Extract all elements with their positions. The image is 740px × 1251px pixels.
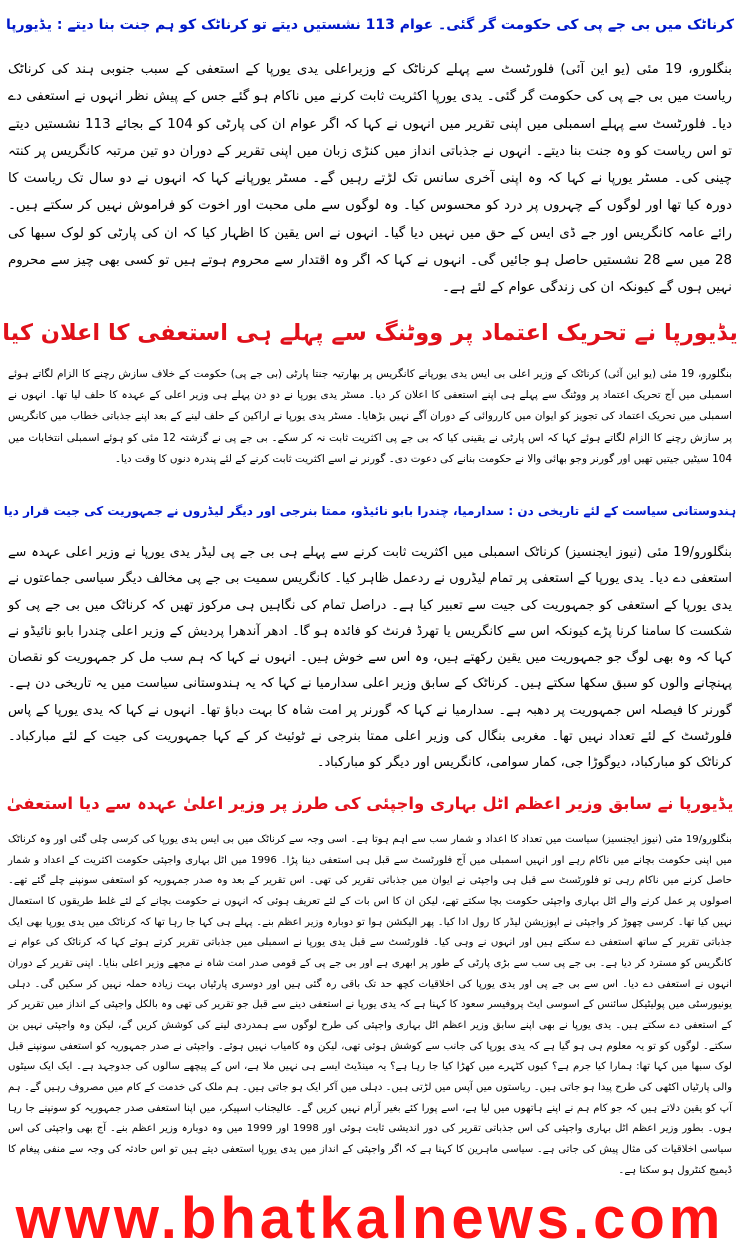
headline-3: ہندوستانی سیاست کے لئے تاریخی دن : سدارمیا، چندرا بابو نائیڈو، ممتا بنرجی اور دیگر لیڈروں نے جمہوریت کی جیت قرار دیا	[3, 504, 737, 518]
article-3-body: بنگلورو/19 مئی (نیوز ایجنسیز) کرناٹک اسمبلی میں اکثریت ثابت کرنے سے پہلے ہی بی جے پی لیڈر یدی یورپا نے وزیر اعلی عہدہ سے استعفی دے دیا۔ یدی یورپا کے استعفی پر تمام لیڈروں نے ردعمل ظاہر کیا۔ کانگریس سمیت بی جے پی مخالف دیگر سیاسی جماعتوں نے یدی یورپا کے استعفی کو جمہوریت کی جیت سے تعبیر کیا ہے۔ دراصل تمام کی نگاہیں ہی مرکوز تھیں کہ کرناٹک میں بی جے پی کو شکست کا سامنا کرنا پڑے کیونکہ اس سے کانگریس یا تھرڈ فرنٹ کو فائدہ ہو گا۔ ادھر آندھرا پردیش کے وزیر اعلی چندرا بابو نائیڈو نے کہا کہ وہ بھی لوگ جو جمہوریت میں یقین رکھتے ہیں، وہ اس سے خوش ہیں۔ انہوں نے کہا کہ ہم سب مل کر جمہوریت کو نقصان پہنچانے والوں کو سبق سکھا سکتے ہیں۔ کرناٹک کے سابق وزیر اعلی سدارمیا نے کہا کہ یہ ہندوستانی سیاست میں یہ تاریخی دن ہے۔ گورنر کا فیصلہ اس جمہوریت پر دھبہ ہے۔ سدارمیا نے کہا کہ گورنر پر امت شاہ کا بہت دباؤ تھا۔ انہوں نے کہا کہ یدی یورپا کے پاس فلورٹسٹ کے لئے تعداد نہیں تھا۔ مغربی بنگال کی وزیر اعلی ممتا بنرجی نے ٹوئیٹ کر کے کہا جمہوریت کی جیت کے لئے مبارکباد۔ کرناٹک کو مبارکباد، دیوگوڑا جی، کمار سوامی، کانگریس اور دیگر کو مبارکباد۔	[8, 545, 732, 771]
headline-1: کرناٹک میں بی جے پی کی حکومت گر گئی۔ عوام 113 نشستیں دیتے تو کرناٹک کو ہم جنت بنا دیتے : یڈیورپا	[6, 17, 734, 33]
article-1-body: بنگلورو، 19 مئی (یو این آئی) فلورٹسٹ سے پہلے کرناٹک کے وزیراعلی یدی یورپا کے استعفی کے سبب جنوبی ہند کی کرناٹک ریاست میں بی جے پی کی حکومت گر گئی۔ یدی یورپا اکثریت ثابت کرنے میں ناکام ہو گئے جس کے پیش نظر انہوں نے استعفی دے دیا۔ فلورٹسٹ سے پہلے اسمبلی میں اپنی تقریر میں انہوں نے کہا کہ اگر عوام ان کی پارٹی کو 104 کے بجائے 113 نشستیں دیتے تو اس ریاست کو وہ جنت بنا دیتے۔ انہوں نے جذباتی انداز میں کنڑی زبان میں اپنی تقریر کے دوران دو تین مرتبہ کانگریس پر کنتہ چینی کی۔ مسٹر یورپا نے کہا کہ وہ اپنی آخری سانس تک لڑتے رہیں گے۔ مسٹر یورپانے کہا کہ انہوں نے دو سال تک ریاست کا دورہ کیا تھا اور لوگوں کے چہروں پر درد کو محسوس کیا۔ وہ لوگوں سے ملی محبت اور اخوت کو فراموش نہیں کر سکتے ہیں۔ رائے عامہ کانگریس اور جے ڈی ایس کے حق میں نہیں دیا گیا۔ انہوں نے اس یقین کا اظہار کیا کہ ان کی پارٹی کو لوک سبھا کی 28 میں سے 28 نشستیں حاصل ہو جائیں گی۔ انہوں نے کہا کہ اگر وہ اقتدار سے محروم ہوتے ہیں تو کسی بھی چیز سے محروم نہیں ہوں گے کیونکہ ان کی زندگی عوام کے لئے ہے۔	[8, 62, 732, 296]
headline-4: یڈیورپا نے سابق وزیر اعظم اٹل بہاری واجپئی کی طرز پر وزیر اعلیٰ عہدہ سے دیا استعفیٰ	[6, 794, 734, 813]
headline-2: یڈیورپا نے تحریک اعتماد پر ووٹنگ سے پہلے ہی استعفی کا اعلان کیا	[2, 320, 738, 346]
article-4-body: بنگلورو/19 مئی (نیوز ایجنسیز) سیاست میں تعداد کا اعداد و شمار سب سے اہم ہوتا ہے۔ اسی وجہ سے کرناٹک میں بی ایس یدی یورپا کی کرسی چلی گئی اور وہ کرناٹک میں اپنی حکومت بچانے میں ناکام رہے اور انہیں اسمبلی میں آج فلورٹسٹ سے قبل ہی استعفی دینا پڑا۔ 1996 میں اٹل بہاری واجپئی حکومت اکثریت کے اعداد و شمار حاصل کرنے میں ناکام رہی تو فلورٹسٹ سے قبل ہی واجپئی نے ایوان میں جذباتی تقریر کی تھی۔ اس تقریر کے بعد وہ صدر جمہوریہ کو استعفی سونپنے چلے گئے تھے۔ اصولوں پر عمل کرنے والے اٹل بہاری واجپئی حکومت بچا سکتے تھے، لیکن ان کا اس بات کے لئے تعریف ہوئی کہ انہوں نے حکومت بچانے کے لئے غلط طریقوں کا استعمال نہیں کیا تھا۔ کرسی چھوڑ کر واجپئی نے اپوزیشن لیڈر کا رول ادا کیا۔ پھر الیکشن ہوا تو دوبارہ وزیر اعظم بنے۔ پہلے ہی کہا جا رہا تھا کہ کرناٹک میں یدی یورپا بھی ایک جذباتی تقریر کے ساتھ استعفی دے سکتے ہیں اور انہوں نے وہی کیا۔ فلورٹسٹ سے قبل یدی یورپا نے اسمبلی میں جذباتی تقریر کرتے ہوئے کہا کہ کرناٹک کی عوام نے کانگریس کو مسترد کر دیا ہے۔ بی جے پی سب سے بڑی پارٹی کے طور پر ابھری ہے اور بی جے پی کے قومی صدر امت شاہ نے مجھے وزیر اعلی بنایا۔ اپنی تقریر کے دوران انہوں نے استعفی دے دیا۔ اس سے بی جے پی اور یدی یورپا کی اخلاقیات کچھ حد تک باقی رہ گئی ہیں اور دوسری پارٹیاں بہت زیادہ حملہ نہیں کر سکیں گی۔ دہلی یونیورسٹی میں پولیٹیکل سائنس کے اسوسی ایٹ پروفیسر سعود کا کہنا ہے کہ یدی یورپا نے استعفی دینے سے قبل جو تقریر کی تھی وہ بالکل واجپئی کے انداز میں تقریر کر کے استعفی دے سکتے ہیں۔ یدی یورپا نے بھی اپنے سابق وزیر اعظم اٹل بہاری واجپئی کی طرح لوگوں سے ہمدردی لینے کی کوشش کریں گے، لیکن وہ واجپئی نہیں بن سکتے۔ لوگوں کو تو یہ معلوم ہی ہو گیا ہے کہ یدی یورپا کی جانب سے کوشش ہوئی تھی، لیکن وہ کامیاب نہیں ہوئے۔ واجپئی نے صدر جمہوریہ کو استعفی سونپنے قبل لوک سبھا میں کہا تھا: ہمارا کیا جرم ہے؟ کیوں کٹہرے میں کھڑا کیا جا رہا ہے؟ یہ مینڈیٹ ایسے ہی نہیں ملا ہے، اس کے پیچھے سالوں کی جدوجہد ہے۔ ایک ایک سیٹوں والی پارٹیاں اکٹھی کی طرح پیدا ہو جاتی ہیں۔ ریاستوں میں آپس میں لڑتی ہیں۔ دہلی میں آکر ایک ہو جاتی ہیں۔ ہم ملک کی خدمت کے کام میں مصروف رہیں گے۔ ہم آپ کو یقین دلاتے ہیں کہ جو کام ہم نے اپنے ہاتھوں میں لیا ہے، اسے پورا کئے بغیر آرام نہیں کریں گے۔ عالیجناب اسپیکر، میں اپنا استعفی صدر جمہوریہ کو سونپنے جا رہا ہوں۔ بطور وزیر اعظم اٹل بہاری واجپئی کی اس جذباتی تقریر کی دور اندیشی ثابت ہوئی اور 1998 اور 1999 میں وہ دوبارہ وزیر اعظم بنے۔ آج بھی واجپئی کی اس سیاسی اخلاقیات کی مثال پیش کی جاتی ہے۔ سیاسی ماہرین کا کہنا ہے کہ اگر واجپئی کے انداز میں یدی یورپا استعفی دیتے ہیں تو اس حادثہ کی وجہ سے منفی پیغام کا ڈیمیج کنٹرول ہو سکتا ہے۔	[8, 834, 733, 1176]
article-2-body: بنگلورو، 19 مئی (یو این آئی) کرناٹک کے وزیر اعلی بی ایس یدی یورپانے کانگریس پر بھارتیہ جنتا پارٹی (بی جے پی) حکومت کے خلاف سازش رچنے کا الزام لگاتے ہوئے اسمبلی میں آج تحریک اعتماد پر ووٹنگ سے پہلے ہی اپنے استعفی کا اعلان کر دیا۔ مسٹر یدی یورپا نے دو دن پہلے ہی وزیر اعلی کے عہدہ کا حلف لیا تھا۔ انہوں نے اسمبلی میں تحریک اعتماد کی تجویز کو ایوان میں کارروائی کے دوران آگے نہیں بڑھایا۔ مسٹر یدی یورپا نے اراکین کے حلف لینے کے بعد اپنے جذباتی خطاب میں کانگریس پر سازش رچنے کا الزام لگاتے ہوئے کہا کہ اس پارٹی نے یقینی کیا کہ بی جے پی اکثریت ثابت نہ کر سکے۔ بی جے پی نے گزشتہ 12 مئی کو ہوئے اسمبلی انتخابات میں 104 سیٹیں جیتیں تھیں اور گورنر وجو بھائی والا نے حکومت بنانے کی دعوت دی۔ گورنر نے اسے اکثریت ثابت کرنے کے لئے پندرہ دنوں کا وقت دیا۔	[8, 368, 733, 465]
site-footer-url[interactable]: www.bhatkalnews.com	[15, 1186, 725, 1251]
